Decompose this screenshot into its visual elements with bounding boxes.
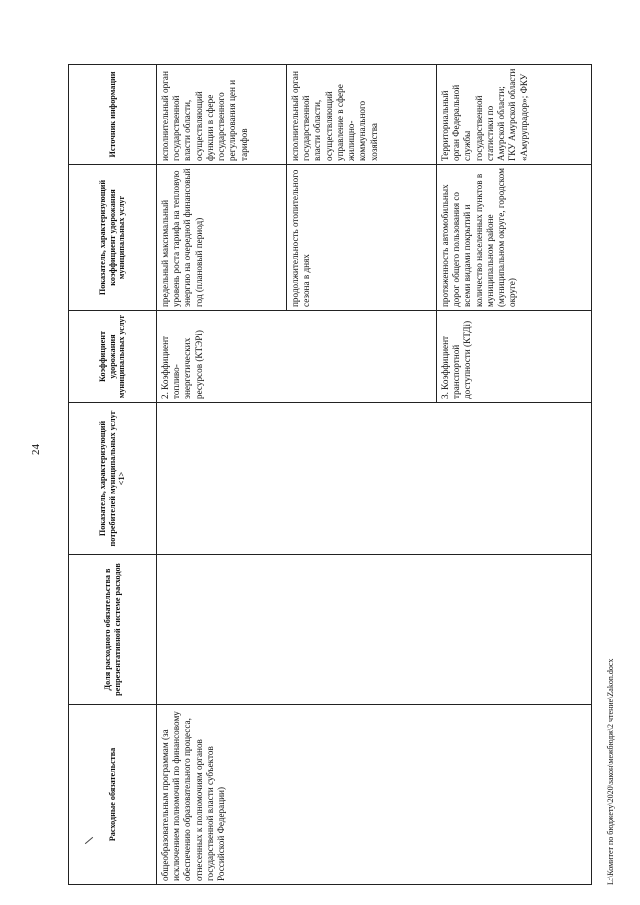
footer-file-path: L:\Комитет по бюджету\2020\закон\межбюдж\2 чтение\Zakon.docx bbox=[606, 658, 615, 885]
header-consumers: Показатель, характеризующий потребителей муниципальных услуг <1> bbox=[69, 403, 157, 555]
expenditure-table bbox=[68, 64, 592, 885]
indicator-heating-season-cell: продолжительность отопительного сезона в днях bbox=[287, 165, 437, 311]
indicator-roads-cell: протяженность автомобильных дорог общего пользования со всеми видами покрытий и количество населенных пунктов в муниципальном районе (муниципальном округе, городском округе) bbox=[437, 165, 592, 311]
rotated-table-container bbox=[68, 65, 592, 885]
obligation-cell: общеобразовательным программам (за исключением полномочий по финансовому обеспечению образовательного процесса, отнесенных к полномочиям органов государственной власти субъектов Российской Федерации) bbox=[157, 705, 592, 885]
source-roads-cell: Территориальный орган Федеральной службы государственной статистики по Амурской области; ГКУ Амурской области «Амурупрадор»; ФКУ bbox=[437, 65, 592, 165]
header-obligations: Расходные обязательства bbox=[69, 705, 157, 885]
header-indicator: Показатель, характеризующий коэффициент удорожания муниципальных услуг bbox=[69, 165, 157, 311]
coefficient-ktэр-cell: 2. Коэффициент топливо-энергетических ресурсов (КТЭРi) bbox=[157, 311, 437, 403]
share-cell bbox=[157, 555, 592, 705]
indicator-tariff-cell: предельный максимальный уровень роста тарифа на тепловую энергию на очередной финансовый год (плановый период) bbox=[157, 165, 287, 311]
header-share: Доля расходного обязательства в репрезентативной системе расходов bbox=[69, 555, 157, 705]
header-source: Источник информации bbox=[69, 65, 157, 165]
source-heating-season-cell: исполнительный орган государственной власти области, осуществляющий управление в сфере жилищно-коммунального хозяйства bbox=[287, 65, 437, 165]
source-tariff-cell: исполнительный орган государственной власти области, осуществляющий функции в сфере государственного регулирования цен и тарифов bbox=[157, 65, 287, 165]
consumers-cell bbox=[157, 403, 592, 555]
table-row bbox=[157, 65, 287, 885]
table-header-row bbox=[69, 65, 157, 885]
page-number: 24 bbox=[30, 444, 42, 455]
coefficient-ktd-cell: 3. Коэффициент транспортной доступности (КТДi) bbox=[437, 311, 592, 403]
header-coefficient: Коэффициент удорожания муниципальных услуг bbox=[69, 311, 157, 403]
